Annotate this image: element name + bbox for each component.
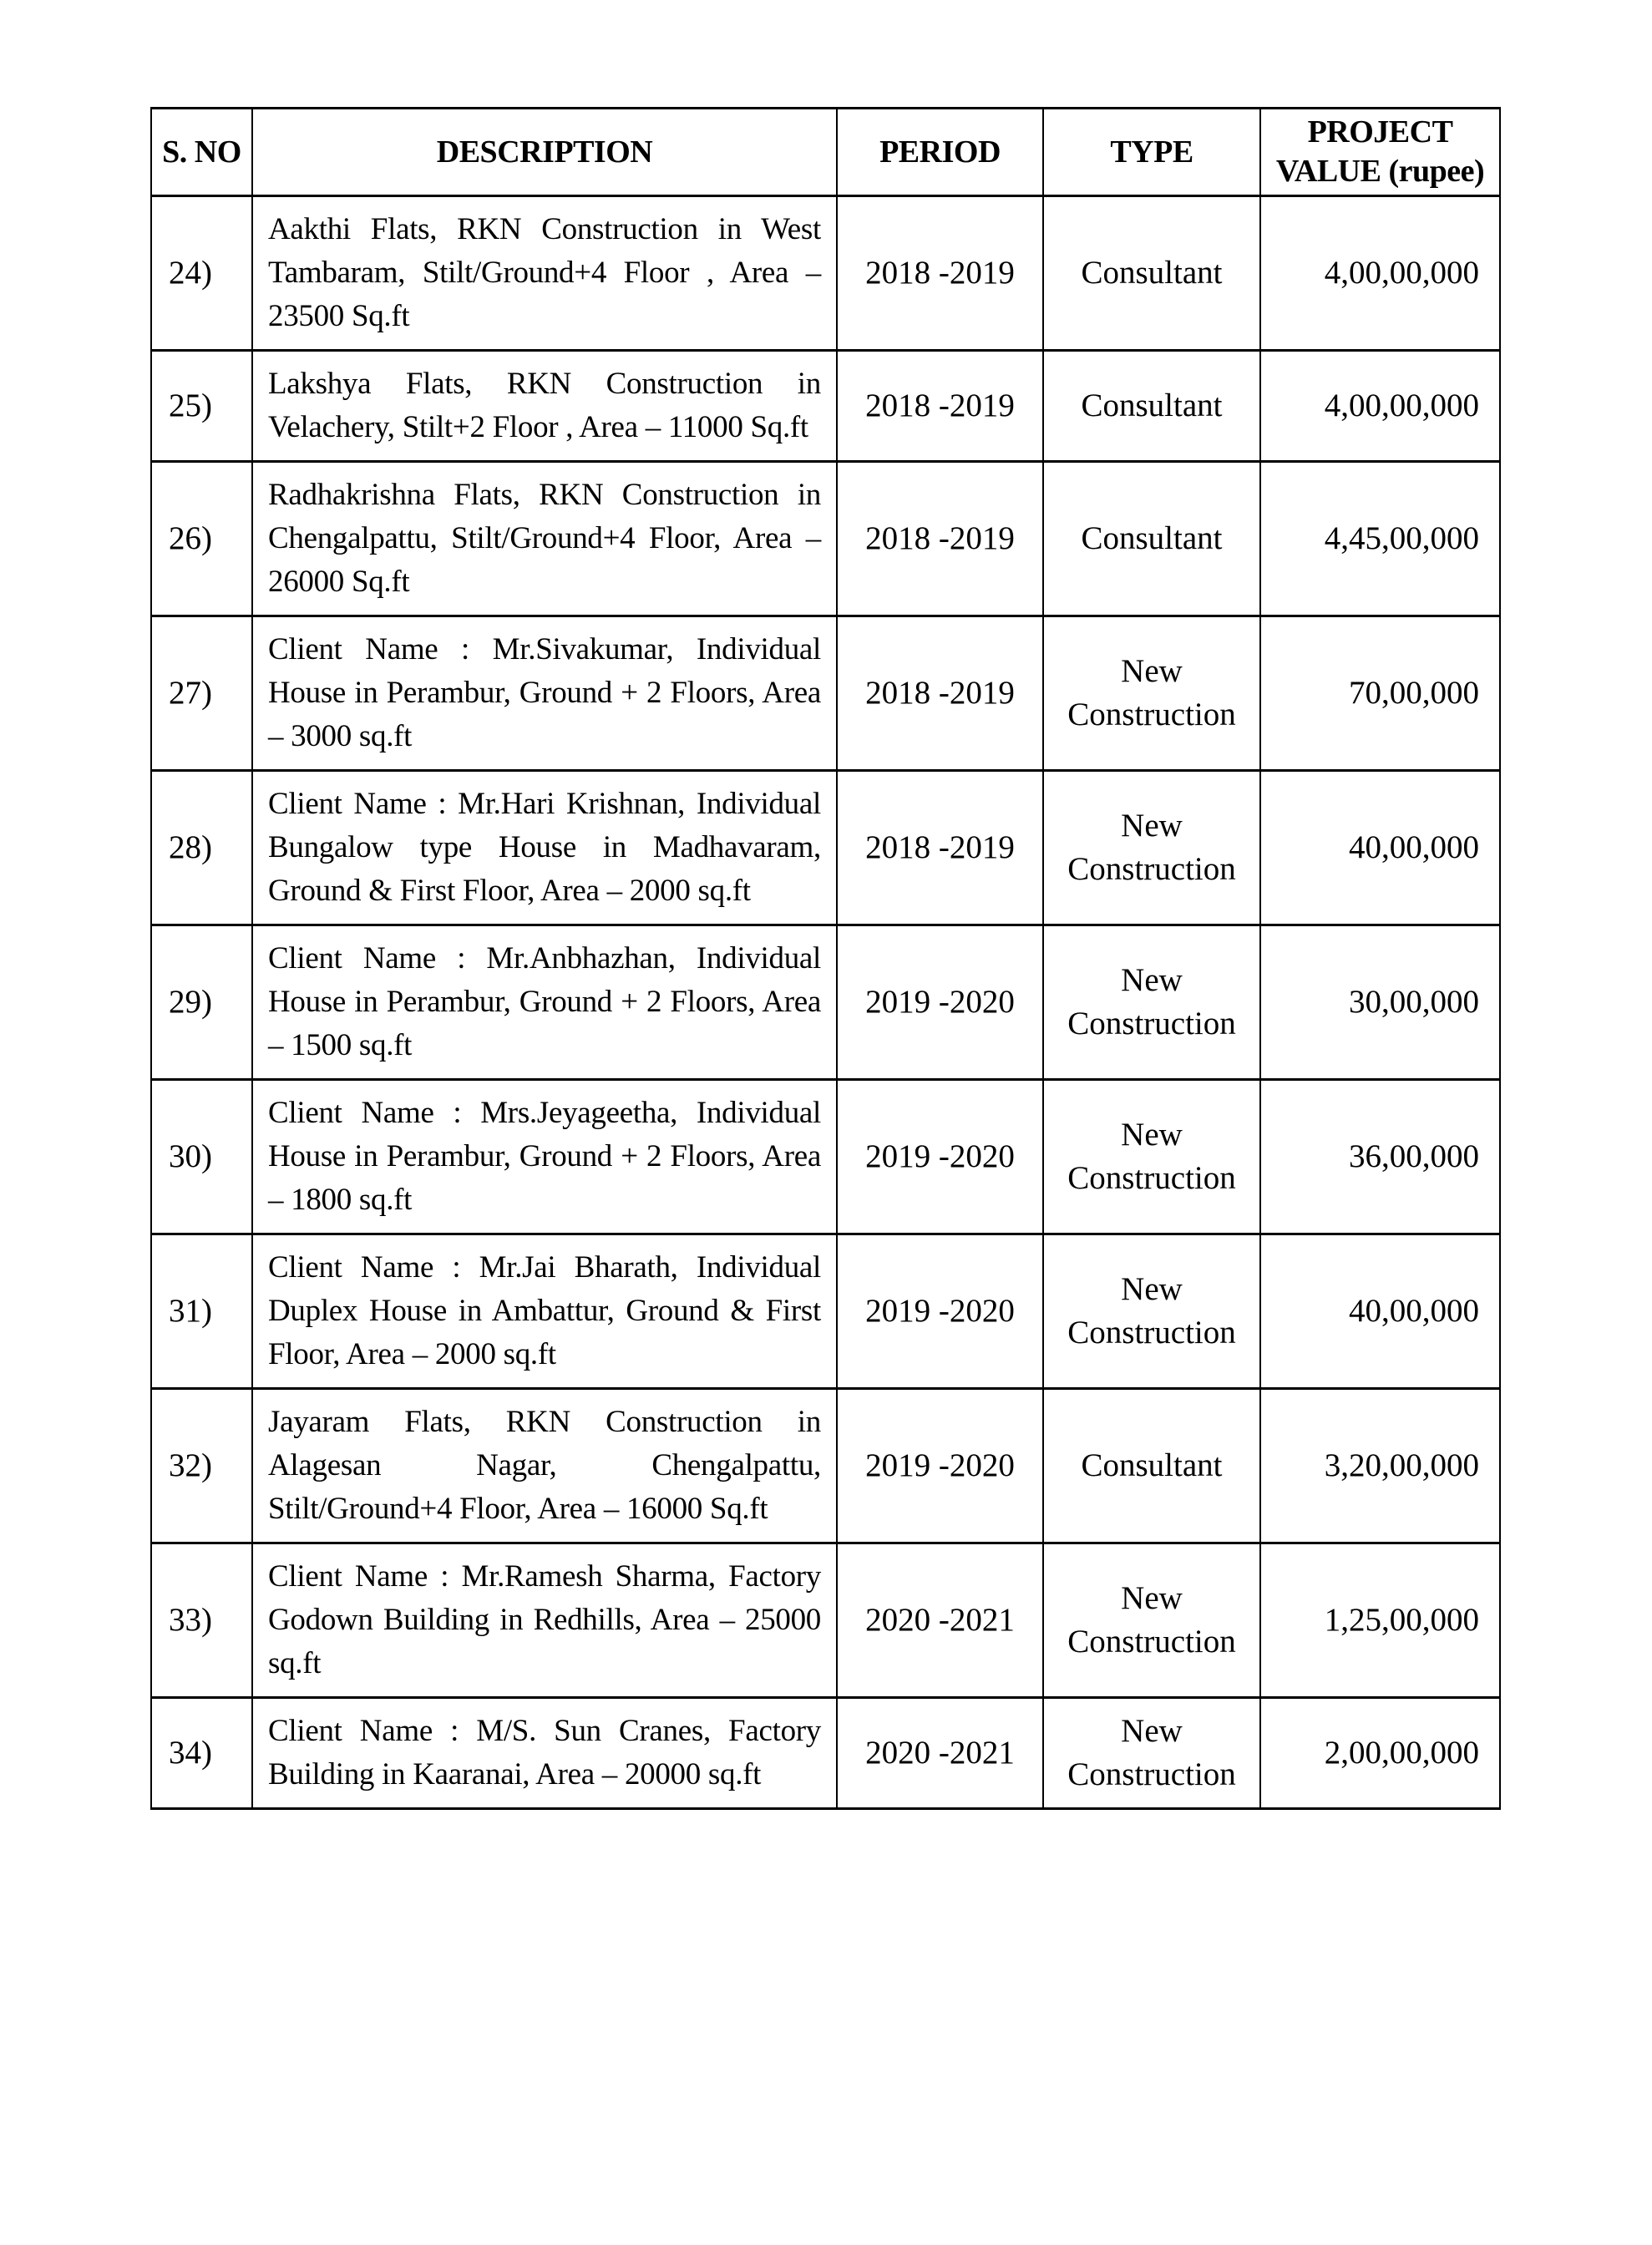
- header-type: TYPE: [1043, 109, 1260, 196]
- period-cell: 2018 -2019: [837, 462, 1043, 616]
- description-cell: Jayaram Flats, RKN Construction in Alagesan Nagar, Chengalpattu, Stilt/Ground+4 Floor, Area – 16000 Sq.ft: [252, 1389, 837, 1543]
- table-row: [151, 771, 1500, 925]
- document-page: [0, 107, 1652, 2245]
- type-cell: New Construction: [1043, 616, 1260, 771]
- header-project-value: PROJECT VALUE (rupee): [1260, 109, 1500, 196]
- period-cell: 2018 -2019: [837, 771, 1043, 925]
- sno-cell: 34): [151, 1698, 252, 1809]
- header-row: [151, 109, 1500, 196]
- table-row: [151, 1698, 1500, 1809]
- sno-cell: 31): [151, 1234, 252, 1389]
- value-cell: 4,00,00,000: [1260, 196, 1500, 351]
- sno-cell: 25): [151, 351, 252, 462]
- type-cell: Consultant: [1043, 196, 1260, 351]
- table-row: [151, 351, 1500, 462]
- period-cell: 2019 -2020: [837, 925, 1043, 1080]
- description-cell: Radhakrishna Flats, RKN Construction in Chengalpattu, Stilt/Ground+4 Floor, Area – 26000 Sq.ft: [252, 462, 837, 616]
- value-cell: 4,00,00,000: [1260, 351, 1500, 462]
- value-cell: 1,25,00,000: [1260, 1543, 1500, 1698]
- description-cell: Client Name : Mr.Hari Krishnan, Individual Bungalow type House in Madhavaram, Ground & First Floor, Area – 2000 sq.ft: [252, 771, 837, 925]
- type-cell: New Construction: [1043, 1543, 1260, 1698]
- sno-cell: 27): [151, 616, 252, 771]
- sno-cell: 30): [151, 1080, 252, 1234]
- value-cell: 3,20,00,000: [1260, 1389, 1500, 1543]
- type-cell: New Construction: [1043, 771, 1260, 925]
- period-cell: 2019 -2020: [837, 1080, 1043, 1234]
- period-cell: 2020 -2021: [837, 1698, 1043, 1809]
- value-cell: 4,45,00,000: [1260, 462, 1500, 616]
- value-cell: 2,00,00,000: [1260, 1698, 1500, 1809]
- table-row: [151, 925, 1500, 1080]
- period-cell: 2019 -2020: [837, 1234, 1043, 1389]
- value-cell: 40,00,000: [1260, 1234, 1500, 1389]
- header-sno: S. NO: [151, 109, 252, 196]
- projects-table: [150, 107, 1501, 1810]
- period-cell: 2018 -2019: [837, 351, 1043, 462]
- sno-cell: 32): [151, 1389, 252, 1543]
- table-row: [151, 1080, 1500, 1234]
- table-row: [151, 1234, 1500, 1389]
- sno-cell: 33): [151, 1543, 252, 1698]
- header-period: PERIOD: [837, 109, 1043, 196]
- description-cell: Client Name : Mrs.Jeyageetha, Individual House in Perambur, Ground + 2 Floors, Area – 1800 sq.ft: [252, 1080, 837, 1234]
- type-cell: New Construction: [1043, 1080, 1260, 1234]
- sno-cell: 24): [151, 196, 252, 351]
- type-cell: Consultant: [1043, 1389, 1260, 1543]
- description-cell: Aakthi Flats, RKN Construction in West Tambaram, Stilt/Ground+4 Floor , Area – 23500 Sq.ft: [252, 196, 837, 351]
- value-cell: 70,00,000: [1260, 616, 1500, 771]
- sno-cell: 29): [151, 925, 252, 1080]
- description-cell: Client Name : M/S. Sun Cranes, Factory Building in Kaaranai, Area – 20000 sq.ft: [252, 1698, 837, 1809]
- table-header: [151, 109, 1500, 196]
- table-row: [151, 1389, 1500, 1543]
- value-cell: 36,00,000: [1260, 1080, 1500, 1234]
- table-row: [151, 462, 1500, 616]
- period-cell: 2020 -2021: [837, 1543, 1043, 1698]
- type-cell: New Construction: [1043, 1234, 1260, 1389]
- description-cell: Client Name : Mr.Ramesh Sharma, Factory Godown Building in Redhills, Area – 25000 sq.ft: [252, 1543, 837, 1698]
- sno-cell: 26): [151, 462, 252, 616]
- table-row: [151, 616, 1500, 771]
- description-cell: Client Name : Mr.Jai Bharath, Individual Duplex House in Ambattur, Ground & First Floor, Area – 2000 sq.ft: [252, 1234, 837, 1389]
- sno-cell: 28): [151, 771, 252, 925]
- description-cell: Client Name : Mr.Sivakumar, Individual House in Perambur, Ground + 2 Floors, Area – 3000 sq.ft: [252, 616, 837, 771]
- period-cell: 2019 -2020: [837, 1389, 1043, 1543]
- table-row: [151, 1543, 1500, 1698]
- type-cell: New Construction: [1043, 925, 1260, 1080]
- value-cell: 40,00,000: [1260, 771, 1500, 925]
- value-cell: 30,00,000: [1260, 925, 1500, 1080]
- type-cell: Consultant: [1043, 351, 1260, 462]
- period-cell: 2018 -2019: [837, 196, 1043, 351]
- header-description: DESCRIPTION: [252, 109, 837, 196]
- period-cell: 2018 -2019: [837, 616, 1043, 771]
- description-cell: Lakshya Flats, RKN Construction in Velachery, Stilt+2 Floor , Area – 11000 Sq.ft: [252, 351, 837, 462]
- type-cell: New Construction: [1043, 1698, 1260, 1809]
- description-cell: Client Name : Mr.Anbhazhan, Individual House in Perambur, Ground + 2 Floors, Area – 1500 sq.ft: [252, 925, 837, 1080]
- type-cell: Consultant: [1043, 462, 1260, 616]
- table-row: [151, 196, 1500, 351]
- table-body: [151, 196, 1500, 1809]
